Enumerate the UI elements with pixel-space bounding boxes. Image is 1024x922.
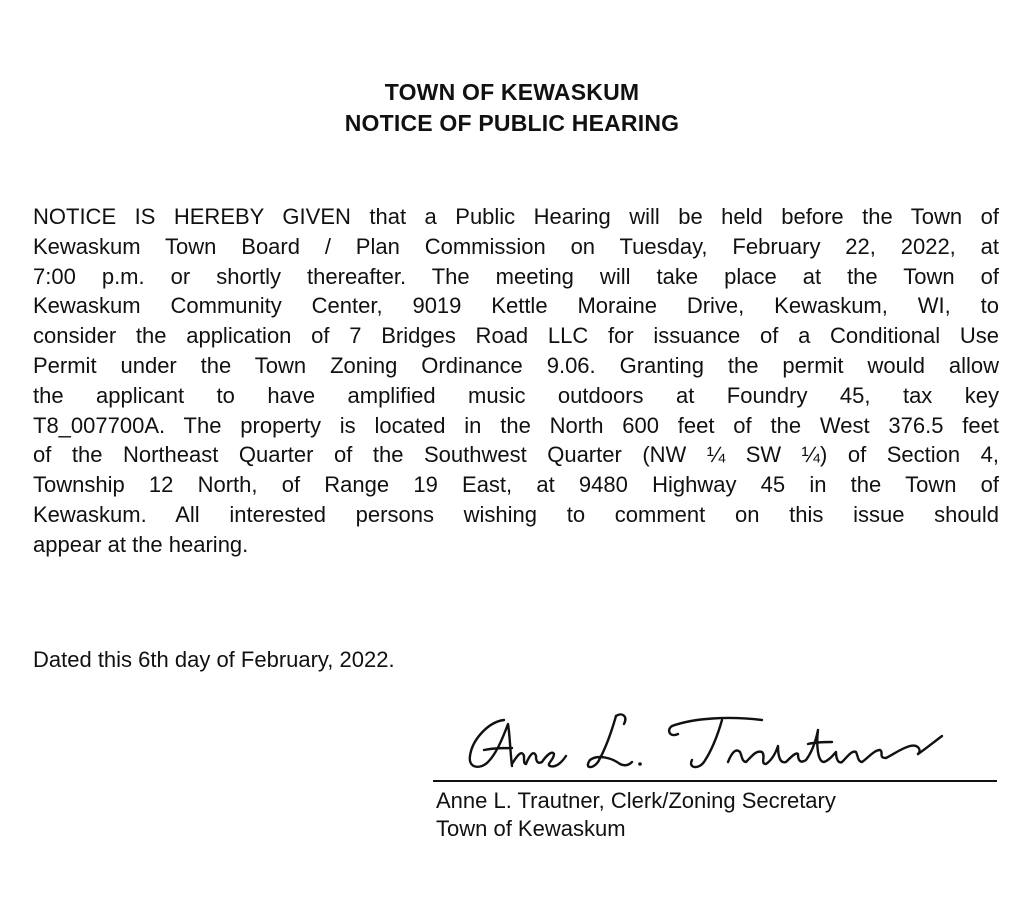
signature-graphic	[466, 706, 946, 776]
body-line: the applicant to have amplified music outdoors at Foundry 45, tax key	[33, 382, 999, 408]
body-line: Kewaskum Town Board / Plan Commission on Tuesday, February 22, 2022, at	[33, 233, 999, 259]
dated-line: Dated this 6th day of February, 2022.	[33, 647, 395, 672]
signature-line	[433, 780, 997, 782]
signer-organization: Town of Kewaskum	[436, 816, 626, 841]
body-line: Township 12 North, of Range 19 East, at 9480 Highway 45 in the Town of	[33, 472, 999, 498]
body-line: Kewaskum. All interested persons wishing to comment on this issue should	[33, 501, 999, 527]
body-line: Kewaskum Community Center, 9019 Kettle Moraine Drive, Kewaskum, WI, to	[33, 293, 999, 319]
body-line: NOTICE IS HEREBY GIVEN that a Public Hearing will be held before the Town of	[33, 204, 999, 229]
body-line: 7:00 p.m. or shortly thereafter. The meeting will take place at the Town of	[33, 263, 999, 289]
body-line: T8_007700A. The property is located in the North 600 feet of the West 376.5 feet	[33, 412, 999, 438]
document-subtitle: NOTICE OF PUBLIC HEARING	[344, 110, 680, 136]
body-line: Permit under the Town Zoning Ordinance 9.06. Granting the permit would allow	[33, 352, 999, 378]
body-line: appear at the hearing.	[33, 531, 249, 557]
notice-body	[33, 202, 999, 560]
body-line: of the Northeast Quarter of the Southwest Quarter (NW ¼ SW ¼) of Section 4,	[33, 442, 999, 468]
signer-block	[436, 787, 836, 843]
handwritten-signature	[466, 706, 946, 776]
document-title: TOWN OF KEWASKUM	[384, 79, 640, 105]
signer-name-title: Anne L. Trautner, Clerk/Zoning Secretary	[436, 788, 836, 813]
body-line: consider the application of 7 Bridges Road LLC for issuance of a Conditional Use	[33, 323, 999, 349]
